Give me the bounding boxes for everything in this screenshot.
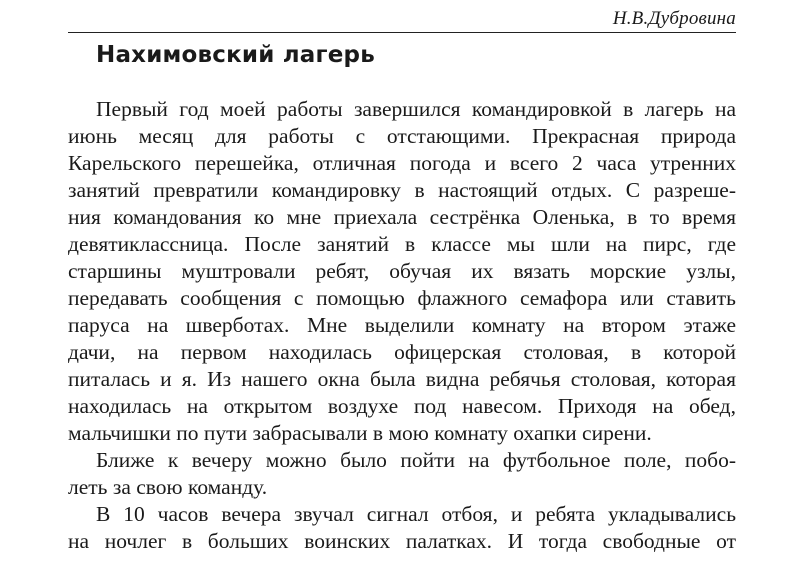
text-line: девятиклассница. После занятий в классе мы шли на пирс, где bbox=[68, 232, 736, 256]
text-line: находилась на открытом воздухе под навесом. Приходя на обед, bbox=[68, 394, 736, 418]
text-line: Карельского перешейка, отличная погода и всего 2 часа утренних bbox=[68, 151, 736, 175]
text-line: занятий превратили командировку в настоящий отдых. С разреше- bbox=[68, 178, 736, 202]
text-line: на ночлег в больших воинских палатках. И тогда свободные от bbox=[68, 529, 736, 553]
paragraph-3 bbox=[68, 501, 736, 555]
text-line: Ближе к вечеру можно было пойти на футбольное поле, побо- bbox=[96, 448, 736, 472]
text-line: Первый год моей работы завершился командировкой в лагерь на bbox=[96, 97, 736, 121]
text-line: ния командования ко мне приехала сестрёнка Оленька, в то время bbox=[68, 205, 736, 229]
author-name: Н.В.Дубровина bbox=[612, 8, 736, 29]
text-line: передавать сообщения с помощью флажного семафора или ставить bbox=[68, 286, 736, 310]
text-line: старшины муштровали ребят, обучая их вязать морские узлы, bbox=[68, 259, 736, 283]
text-line: паруса на шверботах. Мне выделили комнату на втором этаже bbox=[68, 313, 736, 337]
text-line: В 10 часов вечера звучал сигнал отбоя, и ребята укладывались bbox=[96, 502, 736, 526]
paragraph-1 bbox=[68, 96, 736, 447]
body-text bbox=[68, 96, 736, 555]
running-header bbox=[68, 6, 736, 33]
text-line: июнь месяц для работы с отстающими. Прекрасная природа bbox=[68, 124, 736, 148]
text-line: питалась и я. Из нашего окна была видна ребячья столовая, которая bbox=[68, 367, 736, 391]
chapter-title: Нахимовский лагерь bbox=[96, 42, 375, 68]
text-line: мальчишки по пути забрасывали в мою комнату охапки сирени. bbox=[68, 421, 652, 445]
text-line: леть за свою команду. bbox=[68, 475, 268, 499]
text-line: дачи, на первом находилась офицерская столовая, в которой bbox=[68, 340, 736, 364]
paragraph-2 bbox=[68, 447, 736, 501]
